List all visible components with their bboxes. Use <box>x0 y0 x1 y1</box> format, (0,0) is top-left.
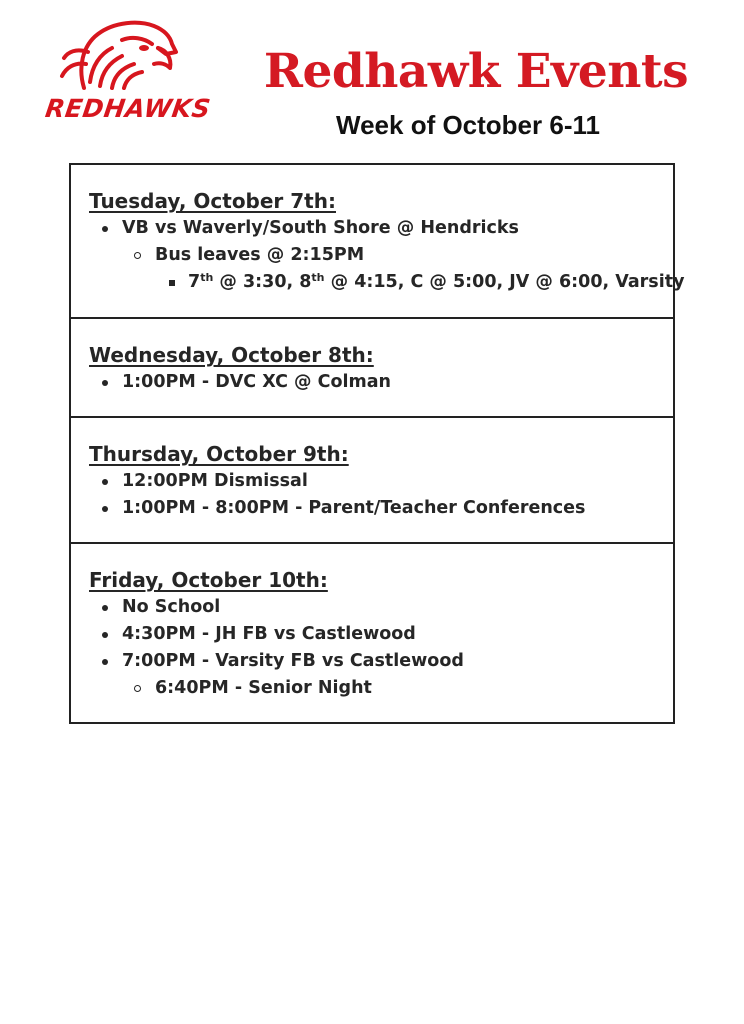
day-section-friday <box>71 542 673 722</box>
day-heading: Thursday, October 9th: <box>89 442 349 466</box>
day-section-wednesday <box>71 317 673 416</box>
event-text: 1:00PM - DVC XC @ Colman <box>122 372 391 392</box>
event-text: 7:00PM - Varsity FB vs Castlewood <box>122 651 464 671</box>
bullet-disc-icon <box>102 226 108 232</box>
event-text: 1:00PM - 8:00PM - Parent/Teacher Conferences <box>122 498 586 518</box>
list-item <box>89 468 655 495</box>
list-item <box>89 621 655 648</box>
ordinal-suffix: th <box>200 271 214 284</box>
event-text: 12:00PM Dismissal <box>122 471 308 491</box>
bullet-disc-icon <box>102 632 108 638</box>
list-item <box>89 594 655 621</box>
bullet-disc-icon <box>102 479 108 485</box>
event-text: 4:30PM - JH FB vs Castlewood <box>122 624 416 644</box>
list-item <box>89 369 655 396</box>
ordinal-suffix: th <box>311 271 325 284</box>
bullet-disc-icon <box>102 659 108 665</box>
event-text-part: @ 4:15, C @ 5:00, JV @ 6:00, Varsity <box>324 272 685 292</box>
redhawks-logo <box>26 18 230 128</box>
list-item <box>89 215 655 242</box>
bullet-disc-icon <box>102 506 108 512</box>
bullet-disc-icon <box>102 605 108 611</box>
list-item <box>89 648 655 675</box>
events-schedule <box>69 163 685 724</box>
bullet-circle-icon <box>134 685 141 692</box>
list-item <box>89 495 655 522</box>
list-item <box>89 269 685 296</box>
page-subtitle: Week of October 6-11 <box>336 110 600 140</box>
event-text-part: @ 3:30, 8 <box>213 272 312 292</box>
event-text: No School <box>122 597 221 617</box>
day-section-tuesday <box>71 165 685 317</box>
bullet-disc-icon <box>102 380 108 386</box>
bullet-circle-icon <box>134 252 141 259</box>
hawk-head-icon <box>26 18 230 98</box>
event-text: Bus leaves @ 2:15PM <box>155 245 365 265</box>
logo-wordmark: REDHAWKS <box>43 94 213 123</box>
day-heading: Tuesday, October 7th: <box>89 189 336 213</box>
event-text-part: 7 <box>188 272 201 292</box>
day-heading: Wednesday, October 8th: <box>89 343 374 367</box>
bullet-square-icon <box>169 280 175 286</box>
day-section-thursday <box>71 416 673 542</box>
event-text <box>188 272 685 292</box>
day-heading: Friday, October 10th: <box>89 568 328 592</box>
event-text: 6:40PM - Senior Night <box>155 678 372 698</box>
list-item <box>89 242 655 269</box>
list-item <box>89 675 655 702</box>
page-title: Redhawk Events <box>263 44 689 99</box>
event-text: VB vs Waverly/South Shore @ Hendricks <box>122 218 519 238</box>
